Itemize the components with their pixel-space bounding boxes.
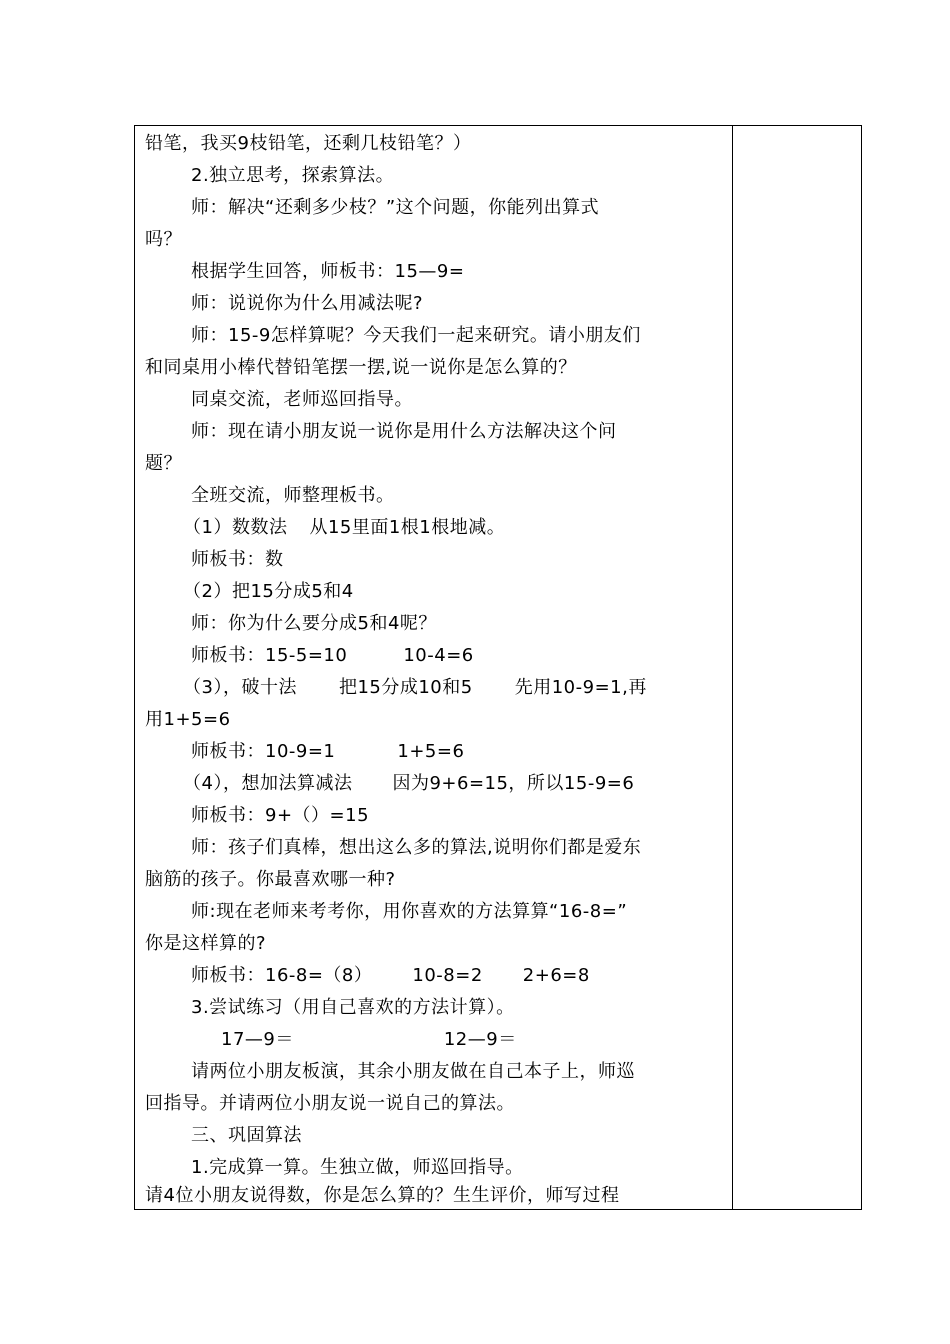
text-line xyxy=(191,644,732,668)
text-line: 2.独立思考，探索算法。 xyxy=(191,165,395,186)
method-desc: 因为9+6=15，所以15-9=6 xyxy=(392,773,635,794)
text-line: 师:现在老师来考考你，用你喜欢的方法算算“16-8=” xyxy=(191,901,628,922)
text-line xyxy=(191,740,732,764)
text-line xyxy=(221,1028,732,1052)
method-desc: 先用10-9=1,再 xyxy=(514,677,647,698)
text-line: 师：你为什么要分成5和4呢？ xyxy=(191,613,437,634)
text-line: 根据学生回答，师板书：15—9= xyxy=(191,261,465,282)
text-line: 请4位小朋友说得数，你是怎么算的？生生评价，师写过程 xyxy=(145,1185,620,1206)
text-line: 师：15-9怎样算呢？今天我们一起来研究。请小朋友们 xyxy=(191,325,641,346)
board-expr: 师板书：10-9=1 xyxy=(191,741,336,762)
lesson-content-cell xyxy=(135,126,732,1209)
text-line: 师板书：9+（）=15 xyxy=(191,805,370,826)
text-line: 和同桌用小棒代替铅笔摆一摆,说一说你是怎么算的？ xyxy=(145,357,577,378)
exercise-expr: 12—9＝ xyxy=(443,1029,517,1050)
text-line: 1.完成算一算。生独立做，师巡回指导。 xyxy=(191,1157,524,1178)
text-line: 吗？ xyxy=(145,229,182,250)
method-label: （4），想加法算减法 xyxy=(183,773,353,794)
text-line: 3.尝试练习（用自己喜欢的方法计算）。 xyxy=(191,997,515,1018)
board-expr: 师板书：15-5=10 xyxy=(191,645,348,666)
section-heading: 三、巩固算法 xyxy=(191,1125,302,1146)
text-line: 回指导。并请两位小朋友说一说自己的算法。 xyxy=(145,1093,515,1114)
lesson-plan-table xyxy=(134,125,862,1210)
board-expr: 10-8=2 xyxy=(412,965,483,986)
text-line: 师：现在请小朋友说一说你是用什么方法解决这个问 xyxy=(191,421,617,442)
board-expr: 1+5=6 xyxy=(397,741,465,762)
method-desc: 从15里面1根1根地减。 xyxy=(309,517,506,538)
text-line: 师：孩子们真棒，想出这么多的算法,说明你们都是爱东 xyxy=(191,837,642,858)
method-label: （1）数数法 xyxy=(183,517,288,538)
exercise-expr: 17—9＝ xyxy=(221,1029,294,1050)
method-desc: 把15分成10和5 xyxy=(338,677,473,698)
text-line xyxy=(191,964,732,988)
text-line: 脑筋的孩子。你最喜欢哪一种? xyxy=(145,869,396,890)
method-label: （3），破十法 xyxy=(183,677,297,698)
text-line: 师：解决“还剩多少枝？”这个问题，你能列出算式 xyxy=(191,197,600,218)
text-line: 用1+5=6 xyxy=(145,709,231,730)
text-line: 师板书：数 xyxy=(191,549,284,570)
text-line: 师：说说你为什么用减法呢? xyxy=(191,293,424,314)
text-line: 铅笔，我买9枝铅笔，还剩几枝铅笔？） xyxy=(145,133,472,154)
notes-cell xyxy=(733,126,861,1209)
text-line: 同桌交流，老师巡回指导。 xyxy=(191,389,413,410)
text-line xyxy=(183,516,732,540)
text-line: 你是这样算的? xyxy=(145,933,267,954)
text-line xyxy=(183,676,732,700)
text-line xyxy=(183,772,732,796)
text-line: （2）把15分成5和4 xyxy=(183,581,354,602)
board-expr: 2+6=8 xyxy=(522,965,590,986)
text-line: 题？ xyxy=(145,453,182,474)
board-expr: 师板书：16-8=（8） xyxy=(191,965,373,986)
board-expr: 10-4=6 xyxy=(403,645,474,666)
text-line: 请两位小朋友板演，其余小朋友做在自己本子上，师巡 xyxy=(191,1061,635,1082)
text-line: 全班交流，师整理板书。 xyxy=(191,485,395,506)
